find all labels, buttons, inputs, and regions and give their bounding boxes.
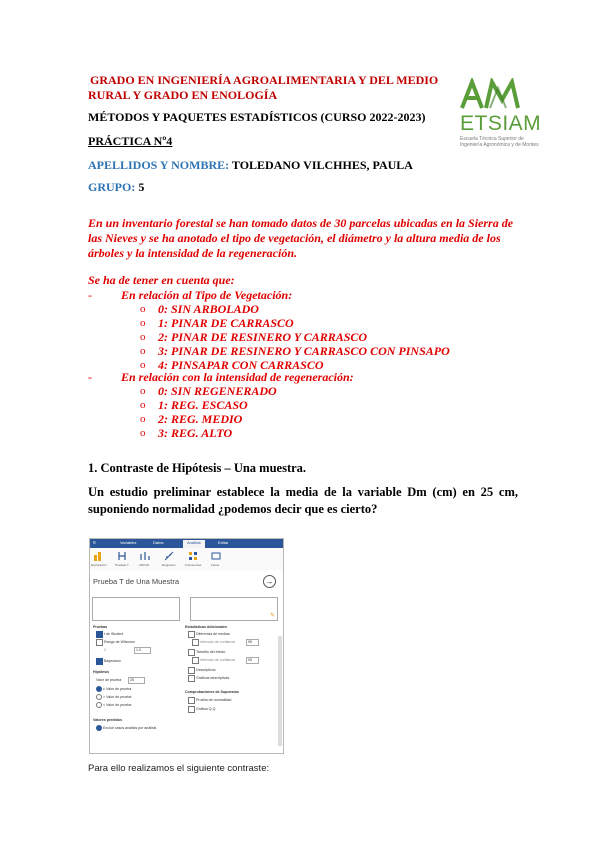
veg-heading: En relación al Tipo de Vegetación: — [121, 288, 293, 302]
logo-sub2: Ingeniería Agronómica y de Montes — [460, 142, 539, 148]
circle-bullet: o — [140, 331, 146, 343]
wilcoxon-label: Rango de Wilcoxon — [104, 640, 136, 644]
dash-bullet: - — [88, 370, 92, 384]
effect-ci-input[interactable]: 95 — [246, 657, 259, 664]
circle-bullet: o — [140, 385, 146, 397]
list-item: 4: PINSAPAR CON CARRASCO — [158, 358, 324, 372]
group-value: 5 — [138, 180, 145, 194]
ribbon-label: Pruebas T — [115, 563, 129, 567]
test-value-label: Valor de prueba — [96, 678, 122, 682]
missing-option-label: Excluir casos análisis por análisis — [103, 726, 157, 730]
practice-title: PRÁCTICA Nº4 — [88, 134, 173, 148]
etsiam-logo — [460, 78, 548, 156]
effect-ci-label: Intervalo de confianza — [200, 658, 236, 662]
dialog-title: Prueba T de Una Muestra — [93, 577, 180, 586]
descriptives-checkbox[interactable] — [188, 667, 195, 674]
logo-name: ETSIAM — [460, 112, 542, 135]
student-name-row — [88, 158, 413, 173]
qq-label: Gráfica Q-Q — [196, 707, 216, 711]
missing-label: Valores perdidos — [93, 718, 122, 722]
tests-label: Pruebas — [93, 625, 108, 629]
hyp-gt-radio[interactable] — [96, 694, 102, 700]
test-value-input[interactable]: 25 — [128, 677, 145, 684]
assumptions-label: Comprobaciones de Supuestos — [185, 690, 239, 694]
effect-size-label: Tamaño del efecto — [196, 650, 226, 654]
hyp-lt-label: < Valor de prueba — [103, 703, 132, 707]
jasp-screenshot — [89, 538, 284, 754]
factor-icon[interactable] — [211, 551, 221, 561]
extra-stats-label: Estadísticas Adicionales — [185, 625, 228, 629]
effect-size-checkbox[interactable] — [188, 649, 195, 656]
list-item: 0: SIN REGENERADO — [158, 384, 277, 398]
ttest-label: t de Student — [104, 632, 124, 636]
logo-sub1: Escuela Técnica Superior de — [460, 136, 524, 142]
list-item: 2: PINAR DE RESINERO Y CARRASCO — [158, 330, 368, 344]
descriptives-icon[interactable] — [93, 551, 103, 561]
intro-line2: las Nieves y se ha anotado el tipo de vegetación, el diámetro y la altura media de los — [88, 231, 501, 245]
menu-icon[interactable]: ≡ — [93, 540, 96, 546]
selected-variables-list[interactable] — [190, 597, 278, 621]
mean-diff-checkbox[interactable] — [188, 631, 195, 638]
ttest-icon[interactable] — [117, 551, 127, 561]
ci-input[interactable]: 95 — [246, 639, 259, 646]
ribbon-label: Regresión — [162, 563, 176, 567]
circle-bullet: o — [140, 317, 146, 329]
group-row — [88, 180, 144, 195]
variables-list[interactable] — [92, 597, 180, 621]
list-item: 1: REG. ESCASO — [158, 398, 248, 412]
name-label: APELLIDOS Y NOMBRE: — [88, 158, 230, 172]
desc-plots-label: Gráficas descriptivas — [196, 676, 230, 680]
degree-title-line1: GRADO EN INGENIERÍA AGROALIMENTARIA Y DEL MEDIO — [90, 73, 439, 87]
normality-checkbox[interactable] — [188, 697, 195, 704]
ribbon-label: Exploración — [91, 563, 107, 567]
ttest-checkbox[interactable] — [96, 631, 103, 638]
list-item: 2: REG. MEDIO — [158, 412, 243, 426]
hypothesis-label: Hipótesis — [93, 670, 110, 674]
group-label: GRUPO: — [88, 180, 136, 194]
caption: Para ello realizamos el siguiente contraste: — [88, 763, 270, 774]
tab-data[interactable]: Datos — [153, 540, 164, 545]
question-line1: Un estudio preliminar establece la media de la variable Dm (cm) en 25 cm, — [88, 485, 518, 499]
desc-plots-checkbox[interactable] — [188, 675, 195, 682]
bayes-label: Bayesiano — [104, 659, 121, 663]
intro-line1: En un inventario forestal se han tomado datos de 30 parcelas ubicadas en la Sierra de — [88, 216, 514, 230]
list-item: 1: PINAR DE CARRASCO — [158, 316, 294, 330]
course-title: MÉTODOS Y PAQUETES ESTADÍSTICOS (CURSO 2022-2023) — [88, 110, 426, 124]
ribbon-label: Frecuencias — [185, 563, 202, 567]
degree-title-line2: RURAL Y GRADO EN ENOLOGÍA — [88, 88, 278, 102]
section-title: 1. Contraste de Hipótesis – Una muestra. — [88, 461, 307, 475]
descriptives-label: Descriptivos — [196, 668, 216, 672]
hyp-lt-radio[interactable] — [96, 702, 102, 708]
mean-diff-label: Diferencia de medias — [196, 632, 230, 636]
pencil-icon: ✎ — [269, 613, 275, 619]
qq-checkbox[interactable] — [188, 706, 195, 713]
notes-heading: Se ha de tener en cuenta que: — [88, 273, 235, 287]
name-value: TOLEDANO VILCHHES, PAULA — [231, 158, 413, 172]
ribbon-label: ANOVA — [139, 563, 150, 567]
circle-bullet: o — [140, 359, 146, 371]
tab-edit[interactable]: Editar — [218, 540, 229, 545]
missing-radio[interactable] — [96, 725, 102, 731]
circle-bullet: o — [140, 427, 146, 439]
normality-label: Prueba de normalidad — [196, 698, 232, 702]
dash-bullet: - — [88, 288, 92, 302]
z-value-input[interactable]: 1.0 — [134, 647, 151, 654]
bayes-checkbox[interactable] — [96, 658, 103, 665]
circle-bullet: o — [140, 303, 146, 315]
app-tab-bar — [90, 539, 283, 548]
list-item: 3: PINAR DE RESINERO Y CARRASCO CON PINSAPO — [158, 344, 450, 358]
list-item: 0: SIN ARBOLADO — [158, 302, 259, 316]
effect-ci-checkbox[interactable] — [192, 657, 199, 664]
z-label: Z — [104, 648, 107, 652]
circle-bullet: o — [140, 399, 146, 411]
scrollbar[interactable] — [278, 636, 282, 746]
intro-line3: árboles y la intensidad de la regeneración. — [88, 246, 297, 260]
circle-bullet: o — [140, 345, 146, 357]
ci-checkbox[interactable] — [192, 639, 199, 646]
run-arrow-icon[interactable]: → — [263, 575, 276, 588]
regression-icon[interactable] — [164, 551, 174, 561]
question-line2: suponiendo normalidad ¿podemos decir que es cierto? — [88, 502, 378, 516]
hyp-gt-label: > Valor de prueba — [103, 695, 132, 699]
wilcoxon-checkbox[interactable] — [96, 639, 103, 646]
tab-analysis[interactable]: Análisis — [183, 540, 205, 548]
list-item: 3: REG. ALTO — [158, 426, 233, 440]
ci-label: Intervalo de confianza — [200, 640, 236, 644]
ribbon-label: Factor — [211, 563, 220, 567]
hyp-neq-label: ≠ Valor de prueba — [103, 687, 132, 691]
dialog-panel — [90, 570, 283, 753]
tab-variables[interactable]: Variables — [120, 540, 137, 545]
anova-icon[interactable] — [140, 551, 150, 561]
hyp-neq-radio[interactable] — [96, 686, 102, 692]
logo-mark-icon — [460, 78, 548, 112]
frequencies-icon[interactable] — [188, 551, 198, 561]
circle-bullet: o — [140, 413, 146, 425]
ribbon — [90, 548, 283, 571]
reg-heading: En relación con la intensidad de regeneración: — [121, 370, 354, 384]
